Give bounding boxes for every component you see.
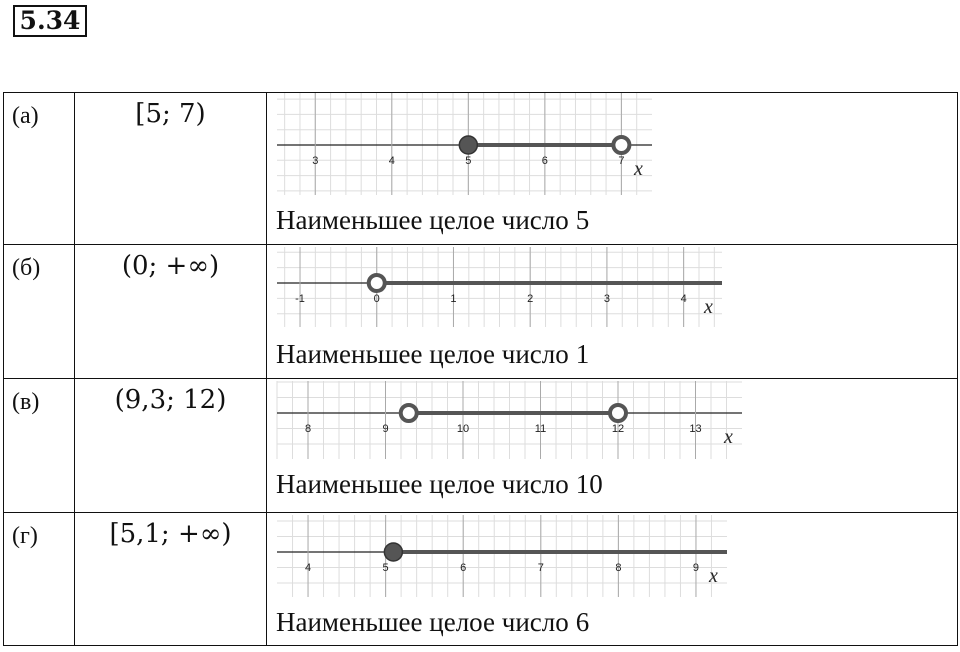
row-label-cell: [4, 245, 75, 379]
table-row: [4, 93, 958, 245]
axis-variable: x: [709, 565, 718, 587]
number-line: [267, 513, 957, 613]
interval: [5; 7): [135, 99, 206, 129]
answer-text: [276, 607, 589, 638]
open-point: [401, 405, 417, 421]
row-label-cell: [4, 513, 75, 646]
row-label-cell: [4, 379, 75, 513]
tick-label: 4: [304, 562, 312, 574]
interval-cell: [75, 513, 267, 646]
tick-label: 8: [615, 562, 622, 574]
answer-text: [276, 205, 589, 236]
grid: [277, 515, 727, 597]
tick-label: 8: [304, 423, 312, 435]
solution-table: [3, 92, 958, 646]
tick-label: 5: [382, 562, 389, 574]
open-point: [613, 137, 629, 153]
answer-value: 1: [575, 339, 590, 369]
number-line-cell: [267, 93, 958, 245]
task-number: 5.34: [13, 5, 87, 37]
number-line-cell: [267, 245, 958, 379]
interval-cell: [75, 379, 267, 513]
interval-cell: [75, 245, 267, 379]
interval: [5,1; +∞): [109, 519, 232, 549]
tick-label: 1: [450, 293, 457, 305]
interval-cell: [75, 93, 267, 245]
tick-label: 3: [603, 293, 610, 305]
number-line: [267, 379, 957, 479]
tick-label: 11: [534, 423, 547, 435]
tick-label: 7: [537, 562, 544, 574]
tick-label: 4: [680, 293, 687, 305]
number-line-cell: [267, 379, 958, 513]
answer-prefix: Наименьшее целое число: [276, 607, 569, 637]
open-point: [610, 405, 626, 421]
table-row: [4, 513, 958, 646]
closed-point: [459, 136, 477, 154]
tick-label: 4: [388, 155, 395, 167]
number-line: [267, 93, 957, 213]
answer-prefix: Наименьшее целое число: [276, 339, 569, 369]
grid: [277, 247, 722, 327]
tick-label: 9: [692, 562, 700, 574]
row-label: (г): [12, 523, 38, 549]
tick-label: 6: [541, 155, 548, 167]
row-label: (в): [12, 389, 40, 415]
answer-value: 6: [575, 607, 590, 637]
number-line: [267, 245, 957, 345]
grid: [277, 381, 742, 459]
row-label: (а): [12, 103, 39, 129]
number-line-cell: [267, 513, 958, 646]
answer-text: [276, 339, 589, 370]
answer-value: 5: [575, 205, 590, 235]
axis-variable: x: [724, 426, 733, 448]
tick-label: -1: [295, 293, 305, 305]
table-row: [4, 379, 958, 513]
row-label-cell: [4, 93, 75, 245]
tick-label: 9: [382, 423, 389, 435]
answer-prefix: Наименьшее целое число: [276, 205, 569, 235]
open-point: [369, 275, 385, 291]
tick-label: 10: [456, 423, 470, 435]
interval: (0; +∞): [121, 251, 220, 281]
answer-prefix: Наименьшее целое число: [276, 469, 569, 499]
tick-label: 3: [312, 155, 319, 167]
tick-label: 6: [460, 562, 467, 574]
tick-label: 5: [465, 155, 472, 167]
interval: (9,3; 12): [114, 385, 227, 415]
tick-label: 12: [611, 423, 625, 435]
axis-variable: x: [634, 158, 643, 180]
tick-label: 2: [527, 293, 534, 305]
closed-point: [384, 543, 402, 561]
tick-label: 0: [373, 293, 380, 305]
answer-text: [276, 469, 603, 500]
axis-variable: x: [704, 296, 713, 318]
table-row: [4, 245, 958, 379]
answer-value: 10: [575, 469, 603, 499]
tick-label: 13: [689, 423, 702, 435]
row-label: (б): [12, 255, 41, 281]
tick-label: 7: [618, 155, 625, 167]
